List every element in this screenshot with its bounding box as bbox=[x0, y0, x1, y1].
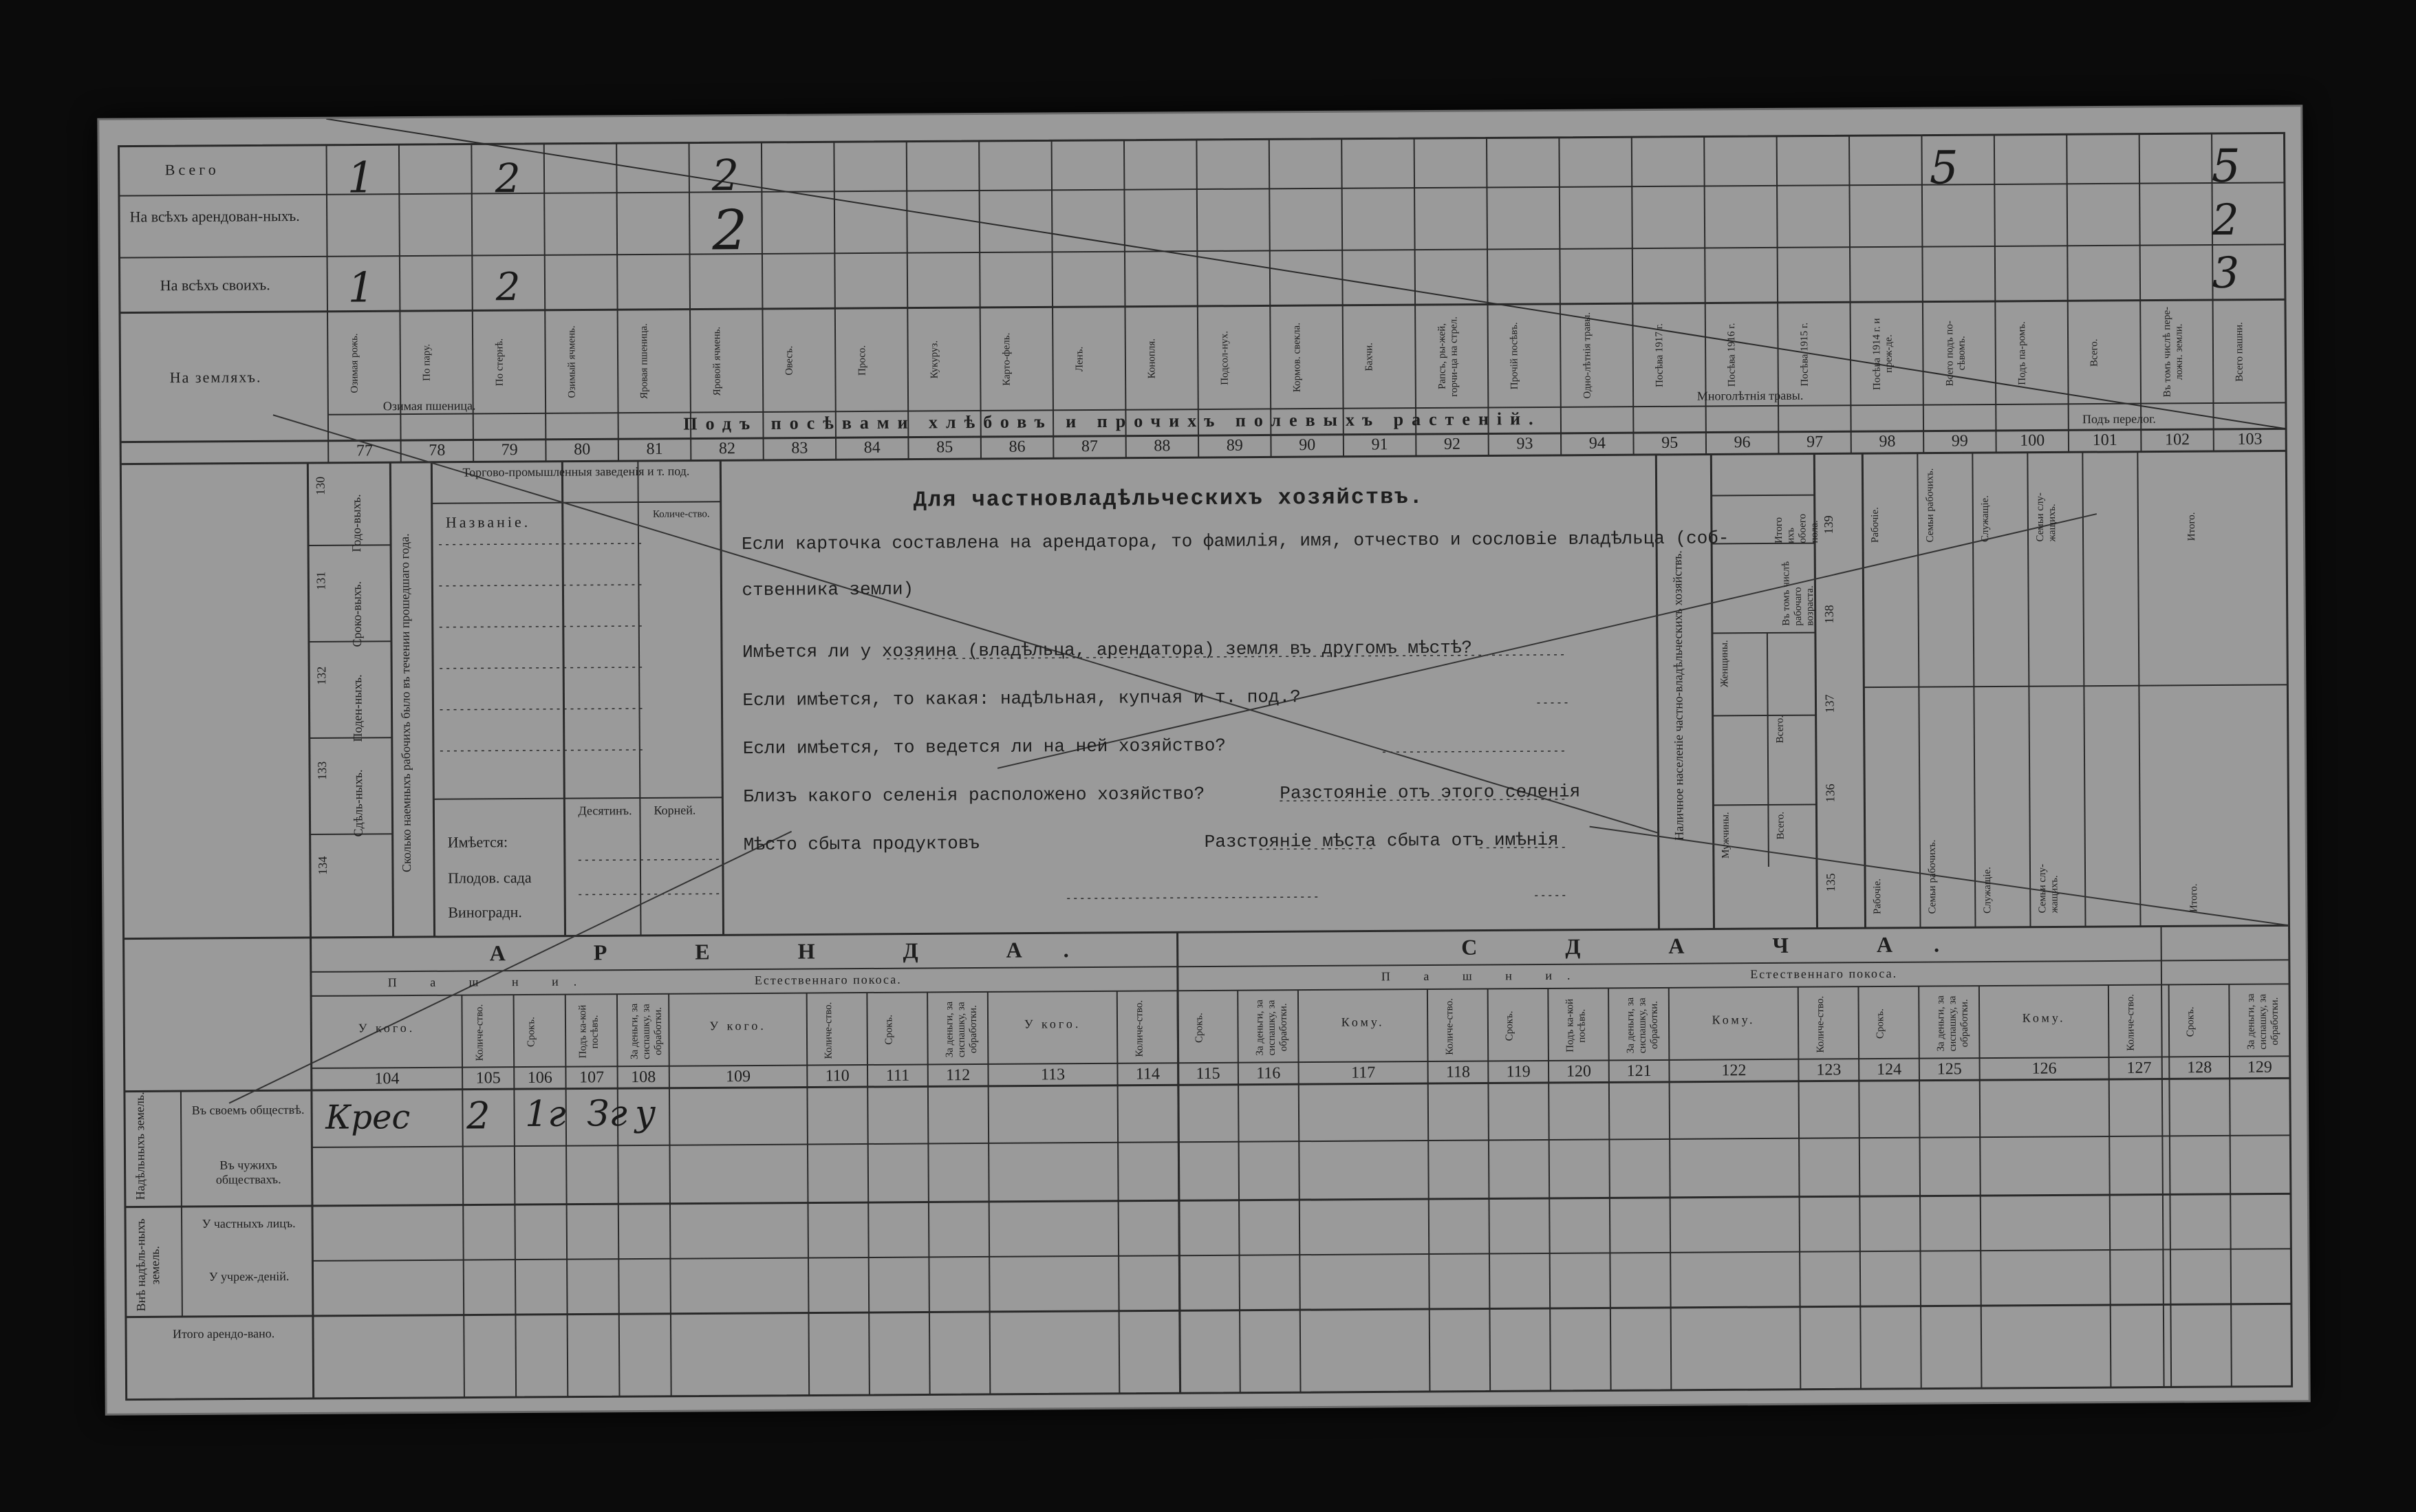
lease-col-divider bbox=[2169, 984, 2172, 1387]
lease-col-divider bbox=[1798, 987, 1801, 1390]
top-col-number: 77 bbox=[356, 442, 374, 460]
pop-right-col-label: Итого. bbox=[2186, 512, 2198, 541]
top-col-number: 101 bbox=[2092, 431, 2117, 450]
lease-col-header: У кого. bbox=[358, 1021, 416, 1035]
lease-col-divider bbox=[1979, 986, 1982, 1388]
lease-col-number: 119 bbox=[1506, 1063, 1531, 1081]
row-private: У частныхъ лицъ. bbox=[202, 1216, 296, 1231]
lease-col-header: Количе-ство. bbox=[1443, 997, 1456, 1055]
top-col-label: Подъ па-ромъ. bbox=[2016, 321, 2028, 385]
sown-banner: Подъ посѣвами хлѣбовъ и прочихъ полевыхъ растенiй. bbox=[683, 408, 1542, 434]
lease-col-divider bbox=[1608, 988, 1611, 1390]
trade-title: Торгово-промышленныя заведенiя и т. под. bbox=[462, 464, 690, 479]
top-col-number: 79 bbox=[501, 441, 518, 460]
hand-total-82: 2 bbox=[711, 150, 740, 201]
pop-women-label: Женщины. bbox=[1718, 640, 1731, 688]
top-col-number: 86 bbox=[1009, 438, 1026, 456]
lease-col-number: 116 bbox=[1256, 1064, 1281, 1083]
hand-own-103: 3 bbox=[2212, 247, 2240, 299]
lease-col-number: 111 bbox=[885, 1066, 910, 1085]
top-col-number: 90 bbox=[1299, 436, 1316, 455]
pop-workage-label: Въ томъ числѣ рабочаго возраста. bbox=[1780, 561, 1816, 626]
q6: Мѣсто сбыта продуктовъ bbox=[743, 832, 980, 856]
lease-col-header: Срокъ. bbox=[883, 1015, 895, 1046]
q6b: Разстоянiе мѣста сбыта отъ имѣнiя bbox=[1204, 829, 1559, 852]
garden-label: Плодов. сада bbox=[447, 868, 532, 887]
pop-col-number: 136 bbox=[1823, 784, 1837, 803]
q1b: ственника земли) bbox=[742, 579, 914, 601]
pop-right-col-label: Семьи рабочихъ. bbox=[1924, 468, 1937, 543]
top-col-label: Посѣва 1916 г. bbox=[1726, 323, 1738, 387]
row-label-rented: На всѣхъ арендован-ныхъ. bbox=[129, 207, 300, 226]
lease-col-number: 108 bbox=[631, 1068, 656, 1087]
lease-col-number: 105 bbox=[475, 1069, 501, 1088]
worker-col-number: 131 bbox=[314, 571, 328, 590]
top-col-label: Бахчи. bbox=[1363, 343, 1375, 371]
top-col-label: Яровая пшеница. bbox=[638, 323, 651, 400]
row-label-own: На всѣхъ своихъ. bbox=[160, 276, 270, 294]
top-col-label: Кукуруз. bbox=[929, 341, 940, 379]
worker-col-number: 132 bbox=[314, 666, 329, 685]
worker-col-label: Поден-ныхъ. bbox=[350, 674, 365, 742]
has-label: Имѣется: bbox=[447, 833, 508, 851]
top-col-divider bbox=[327, 145, 329, 463]
hand-own-77: 1 bbox=[347, 263, 375, 312]
lease-col-divider bbox=[1548, 989, 1551, 1391]
lease-col-number: 115 bbox=[1196, 1064, 1220, 1083]
hand-lease-term: 1г bbox=[524, 1093, 566, 1136]
pop-total-label: Всего. bbox=[1775, 811, 1787, 840]
arenda-title: А Р Е Н Д А. bbox=[489, 936, 1110, 966]
trade-qty-header: Количе-ство. bbox=[652, 508, 710, 520]
hand-lease-qty: 2 bbox=[466, 1094, 490, 1138]
q3: Если имѣется, то какая: надѣльная, купчая и т. под.? bbox=[742, 687, 1301, 711]
top-col-label: Рапсъ, ры-жей, горчи-ца на стрел. bbox=[1436, 316, 1460, 397]
lease-col-divider bbox=[1117, 991, 1120, 1394]
lease-col-number: 118 bbox=[1445, 1063, 1471, 1081]
lease-col-number: 120 bbox=[1566, 1062, 1591, 1081]
top-col-label: Конопля. bbox=[1146, 338, 1158, 379]
pop-right-col-label-bottom: Служащiе. bbox=[1981, 867, 1994, 914]
top-col-label: Озимый ячмень. bbox=[566, 325, 578, 398]
lease-col-divider bbox=[1919, 986, 1921, 1389]
lease-col-divider bbox=[1669, 988, 1672, 1390]
top-col-label: Въ томъ числѣ пере-ложн. земли. bbox=[2161, 307, 2185, 398]
worker-col-label: Годо-выхъ. bbox=[349, 494, 364, 552]
private-title: Для частновладѣльческихъ хозяйствъ. bbox=[913, 484, 1424, 513]
top-col-number: 78 bbox=[429, 441, 446, 460]
pop-right-col-label-bottom: Итого. bbox=[2188, 883, 2200, 913]
top-col-label: Озимая рожь. bbox=[348, 333, 360, 393]
top-col-number: 85 bbox=[936, 438, 953, 457]
pop-col-number: 138 bbox=[1822, 605, 1836, 624]
top-col-label: Одно-лѣтнiя травы. bbox=[1581, 312, 1593, 399]
hand-total-77: 1 bbox=[347, 152, 375, 203]
q1: Если карточка составлена на арендатора, то фамилiя, имя, отчество и сословiе владѣльца (соб- bbox=[741, 528, 1729, 555]
worker-col-number: 134 bbox=[315, 856, 330, 875]
top-col-number: 103 bbox=[2237, 430, 2263, 449]
lease-col-header: Подъ ка-кой посѣвъ. bbox=[577, 1005, 601, 1059]
population-title: Наличное населенiе частно-владѣльческихъ хозяйствъ. bbox=[1670, 550, 1686, 841]
top-col-label: По стернѣ. bbox=[493, 338, 506, 387]
top-col-number: 99 bbox=[1951, 432, 1968, 451]
top-col-number: 95 bbox=[1661, 433, 1679, 452]
lease-col-divider bbox=[1858, 986, 1861, 1389]
lease-col-number: 110 bbox=[825, 1067, 850, 1086]
lease-col-number: 126 bbox=[2031, 1059, 2057, 1078]
lease-col-header: Подъ ка-кой посѣвъ. bbox=[1564, 999, 1588, 1053]
desyatin-header: Десятинъ. bbox=[578, 803, 632, 818]
lease-col-header: Количе-ство. bbox=[823, 1002, 835, 1059]
grass-group: Многолѣтнiя травы. bbox=[1696, 388, 1804, 403]
top-col-number: 96 bbox=[1734, 433, 1751, 452]
hand-lease-crop: Зг bbox=[586, 1093, 627, 1135]
lease-col-header: Количе-ство. bbox=[2124, 993, 2137, 1051]
pop-right-col-label: Семьи слу-жащихъ. bbox=[2034, 492, 2058, 542]
lease-col-number: 106 bbox=[527, 1068, 552, 1088]
row-own-comm: Въ своемъ обществѣ. bbox=[191, 1102, 305, 1117]
lease-col-header: За деньги, за сиспашку, за обработки. bbox=[1254, 1000, 1290, 1056]
row-other-comm: Въ чужихъ обществахъ. bbox=[215, 1158, 281, 1187]
lease-col-header: У кого. bbox=[1024, 1017, 1081, 1031]
pop-men-label: Мужчины. bbox=[1720, 812, 1732, 859]
hand-rented-82: 2 bbox=[711, 198, 748, 263]
lease-col-divider bbox=[1488, 989, 1491, 1391]
pop-right-col-label: Служащiе. bbox=[1979, 495, 1992, 543]
top-col-label: Овесъ. bbox=[784, 345, 795, 376]
top-col-label: Всего пашни. bbox=[2234, 321, 2245, 382]
lease-col-divider bbox=[1427, 989, 1430, 1392]
pop-total-label: Всего. bbox=[1774, 715, 1786, 744]
lease-col-number: 129 bbox=[2247, 1058, 2272, 1077]
hand-total-99: 5 bbox=[1929, 141, 1959, 195]
top-col-number: 91 bbox=[1371, 435, 1388, 454]
worker-col-number: 133 bbox=[314, 761, 330, 780]
lease-col-header: За деньги, за сиспашку, за обработки. bbox=[1935, 995, 1971, 1052]
lease-col-divider bbox=[1238, 991, 1240, 1393]
hand-own-79: 2 bbox=[495, 265, 521, 310]
top-col-number: 93 bbox=[1516, 435, 1533, 453]
vineyard-label: Виноградн. bbox=[448, 903, 522, 921]
trade-name-header: Названiе. bbox=[445, 512, 531, 531]
lease-col-number: 112 bbox=[946, 1066, 971, 1085]
top-col-number: 89 bbox=[1226, 436, 1243, 455]
top-col-number: 82 bbox=[718, 440, 736, 458]
lease-col-divider bbox=[1298, 990, 1301, 1392]
lease-col-divider bbox=[669, 994, 671, 1396]
lease-col-number: 124 bbox=[1876, 1060, 1902, 1079]
row-label-total: Всего bbox=[164, 160, 219, 179]
lease-col-header: Срокъ. bbox=[2185, 1006, 2197, 1037]
card-grid bbox=[99, 107, 2308, 1414]
lease-col-header: За деньги, за сиспашку, за обработки. bbox=[629, 1003, 665, 1060]
top-col-number: 98 bbox=[1879, 432, 1896, 451]
pop-right-col-label: Рабочiе. bbox=[1869, 507, 1881, 543]
pop-right-col-label-bottom: Семьи рабочихъ. bbox=[1926, 839, 1939, 914]
row-group-nonallot: Внѣ надѣль-ныхъ земель. bbox=[133, 1218, 162, 1313]
roots-header: Корней. bbox=[654, 803, 696, 817]
top-col-number: 87 bbox=[1081, 437, 1099, 456]
top-col-label: Всего. bbox=[2089, 338, 2100, 367]
lease-group-header: Естественнаго покоса. bbox=[1750, 966, 1898, 982]
q5b: Разстоянiе отъ этого селенiя bbox=[1280, 781, 1581, 804]
worker-col-label: Сроко-выхъ. bbox=[349, 581, 364, 647]
lease-col-number: 117 bbox=[1350, 1063, 1376, 1082]
q2: Имѣется ли у хозяина (владѣльца, арендатора) земля въ другомъ мѣстѣ? bbox=[742, 637, 1473, 663]
pop-right-col-label-bottom: Рабочiе. bbox=[1872, 878, 1884, 915]
lease-col-header: За деньги, за сиспашку, за обработки. bbox=[1624, 997, 1660, 1054]
workers-title: Сколько наемныхъ рабочихъ было въ течении прошедшаго года. bbox=[397, 533, 413, 873]
pop-col-number: 137 bbox=[1822, 694, 1837, 713]
top-col-label: Подсол-нух. bbox=[1218, 330, 1231, 385]
top-col-label: Кормов. свекла. bbox=[1291, 323, 1303, 393]
worker-col-number: 130 bbox=[313, 476, 327, 495]
top-col-label: Ленъ. bbox=[1074, 346, 1086, 371]
hand-total-79: 2 bbox=[495, 155, 521, 202]
pop-total-sex-label: Итого ихъ обоего пола. bbox=[1773, 513, 1820, 543]
lease-col-header: Количе-ство. bbox=[1814, 995, 1826, 1053]
top-col-number: 92 bbox=[1443, 435, 1461, 453]
lease-col-header: Кому. bbox=[2022, 1011, 2066, 1025]
top-col-number: 81 bbox=[646, 440, 663, 458]
lease-col-number: 125 bbox=[1937, 1060, 1962, 1079]
lease-col-header: Срокъ. bbox=[526, 1017, 537, 1048]
lease-col-divider bbox=[617, 994, 620, 1396]
top-col-number: 88 bbox=[1154, 437, 1171, 455]
top-col-label: По пару. bbox=[421, 344, 433, 382]
lease-col-divider bbox=[988, 992, 991, 1394]
row-group-allot: Надѣльныхъ земель. bbox=[132, 1092, 147, 1200]
top-col-number: 83 bbox=[791, 439, 808, 457]
q5: Близъ какого селенiя расположено хозяйство? bbox=[743, 783, 1205, 808]
row-institutions: У учреж-денiй. bbox=[208, 1269, 290, 1284]
fallow-group: Подъ перелог. bbox=[2082, 411, 2156, 426]
lease-col-header: Количе-ство. bbox=[474, 1004, 486, 1061]
sdacha-title: С Д А Ч А. bbox=[1461, 931, 1981, 960]
lease-col-number: 114 bbox=[1135, 1065, 1160, 1083]
lease-col-divider bbox=[462, 995, 464, 1398]
lease-col-header: За деньги, за сиспашку, за обработки. bbox=[943, 1002, 979, 1058]
lease-col-divider bbox=[514, 995, 517, 1397]
top-col-number: 80 bbox=[574, 440, 591, 459]
winter-wheat-group: Озимая пшеница. bbox=[382, 398, 476, 413]
top-col-number: 84 bbox=[863, 438, 881, 457]
hand-rented-103: 2 bbox=[2212, 194, 2239, 246]
top-col-label: Просо. bbox=[856, 345, 868, 376]
lease-col-divider bbox=[867, 993, 870, 1395]
lease-col-number: 113 bbox=[1040, 1066, 1066, 1084]
top-col-label: Посѣва 1915 г. bbox=[1798, 322, 1811, 387]
lease-col-header: Кому. bbox=[1341, 1015, 1385, 1029]
lease-col-divider bbox=[807, 993, 810, 1396]
worker-col-label: Сдѣль-ныхъ. bbox=[351, 769, 365, 837]
pop-col-number: 135 bbox=[1824, 873, 1838, 892]
lease-col-header: Срокъ. bbox=[1504, 1011, 1516, 1041]
lease-col-number: 128 bbox=[2187, 1059, 2212, 1077]
lease-col-divider bbox=[927, 992, 930, 1394]
lease-col-header: Количе-ство. bbox=[1133, 1000, 1145, 1057]
top-col-number: 100 bbox=[2020, 431, 2045, 450]
top-col-label: Карто-фель. bbox=[1001, 332, 1013, 386]
lease-col-divider bbox=[2229, 984, 2232, 1387]
lease-col-number: 121 bbox=[1626, 1062, 1652, 1081]
hand-total-103: 5 bbox=[2211, 139, 2241, 193]
census-card bbox=[99, 107, 2308, 1414]
lease-col-divider bbox=[565, 995, 568, 1397]
lease-col-number: 123 bbox=[1816, 1061, 1842, 1079]
top-col-label: Яровой ячмень. bbox=[711, 326, 723, 396]
top-col-label: Посѣва 1914 г. и преж-де. bbox=[1871, 318, 1895, 390]
pop-col-number: 139 bbox=[1821, 515, 1836, 534]
lease-group-header: П а ш н и. bbox=[1381, 968, 1586, 984]
row-total-leased: Итого арендо-вано. bbox=[172, 1326, 275, 1341]
lease-col-divider bbox=[2108, 985, 2111, 1387]
lease-col-header: Срокъ. bbox=[1875, 1008, 1886, 1039]
lease-col-header: Кому. bbox=[1712, 1013, 1756, 1027]
lease-col-number: 104 bbox=[374, 1070, 400, 1088]
lease-col-number: 107 bbox=[579, 1068, 605, 1087]
lease-col-number: 127 bbox=[2126, 1059, 2152, 1077]
lease-group-header: Естественнаго покоса. bbox=[754, 972, 902, 987]
top-col-number: 102 bbox=[2164, 431, 2190, 449]
lease-col-header: У кого. bbox=[709, 1018, 766, 1033]
hand-lease-who: Крес bbox=[325, 1098, 411, 1137]
lease-col-header: Срокъ. bbox=[1194, 1013, 1205, 1044]
top-col-label: Посѣва 1917 г. bbox=[1654, 323, 1665, 387]
q4: Если имѣется, то ведется ли на ней хозяйство? bbox=[742, 735, 1227, 759]
top-col-label: Всего подъ по-сѣвомъ. bbox=[1943, 321, 1967, 387]
top-col-number: 97 bbox=[1806, 433, 1824, 451]
lease-col-number: 109 bbox=[726, 1068, 751, 1086]
lease-group-header: П а ш н и. bbox=[387, 974, 592, 990]
pop-right-col-label-bottom: Семьи слу-жащихъ. bbox=[2036, 863, 2060, 914]
row-label-lands: На земляхъ. bbox=[169, 368, 262, 387]
lease-col-header: За деньги, за сиспашку, за обработки. bbox=[2245, 993, 2281, 1050]
top-col-label: Прочiй посѣвъ. bbox=[1509, 322, 1520, 390]
lease-col-number: 122 bbox=[1721, 1061, 1747, 1080]
top-col-number: 94 bbox=[1588, 434, 1606, 453]
hand-lease-pay: у bbox=[634, 1092, 656, 1135]
